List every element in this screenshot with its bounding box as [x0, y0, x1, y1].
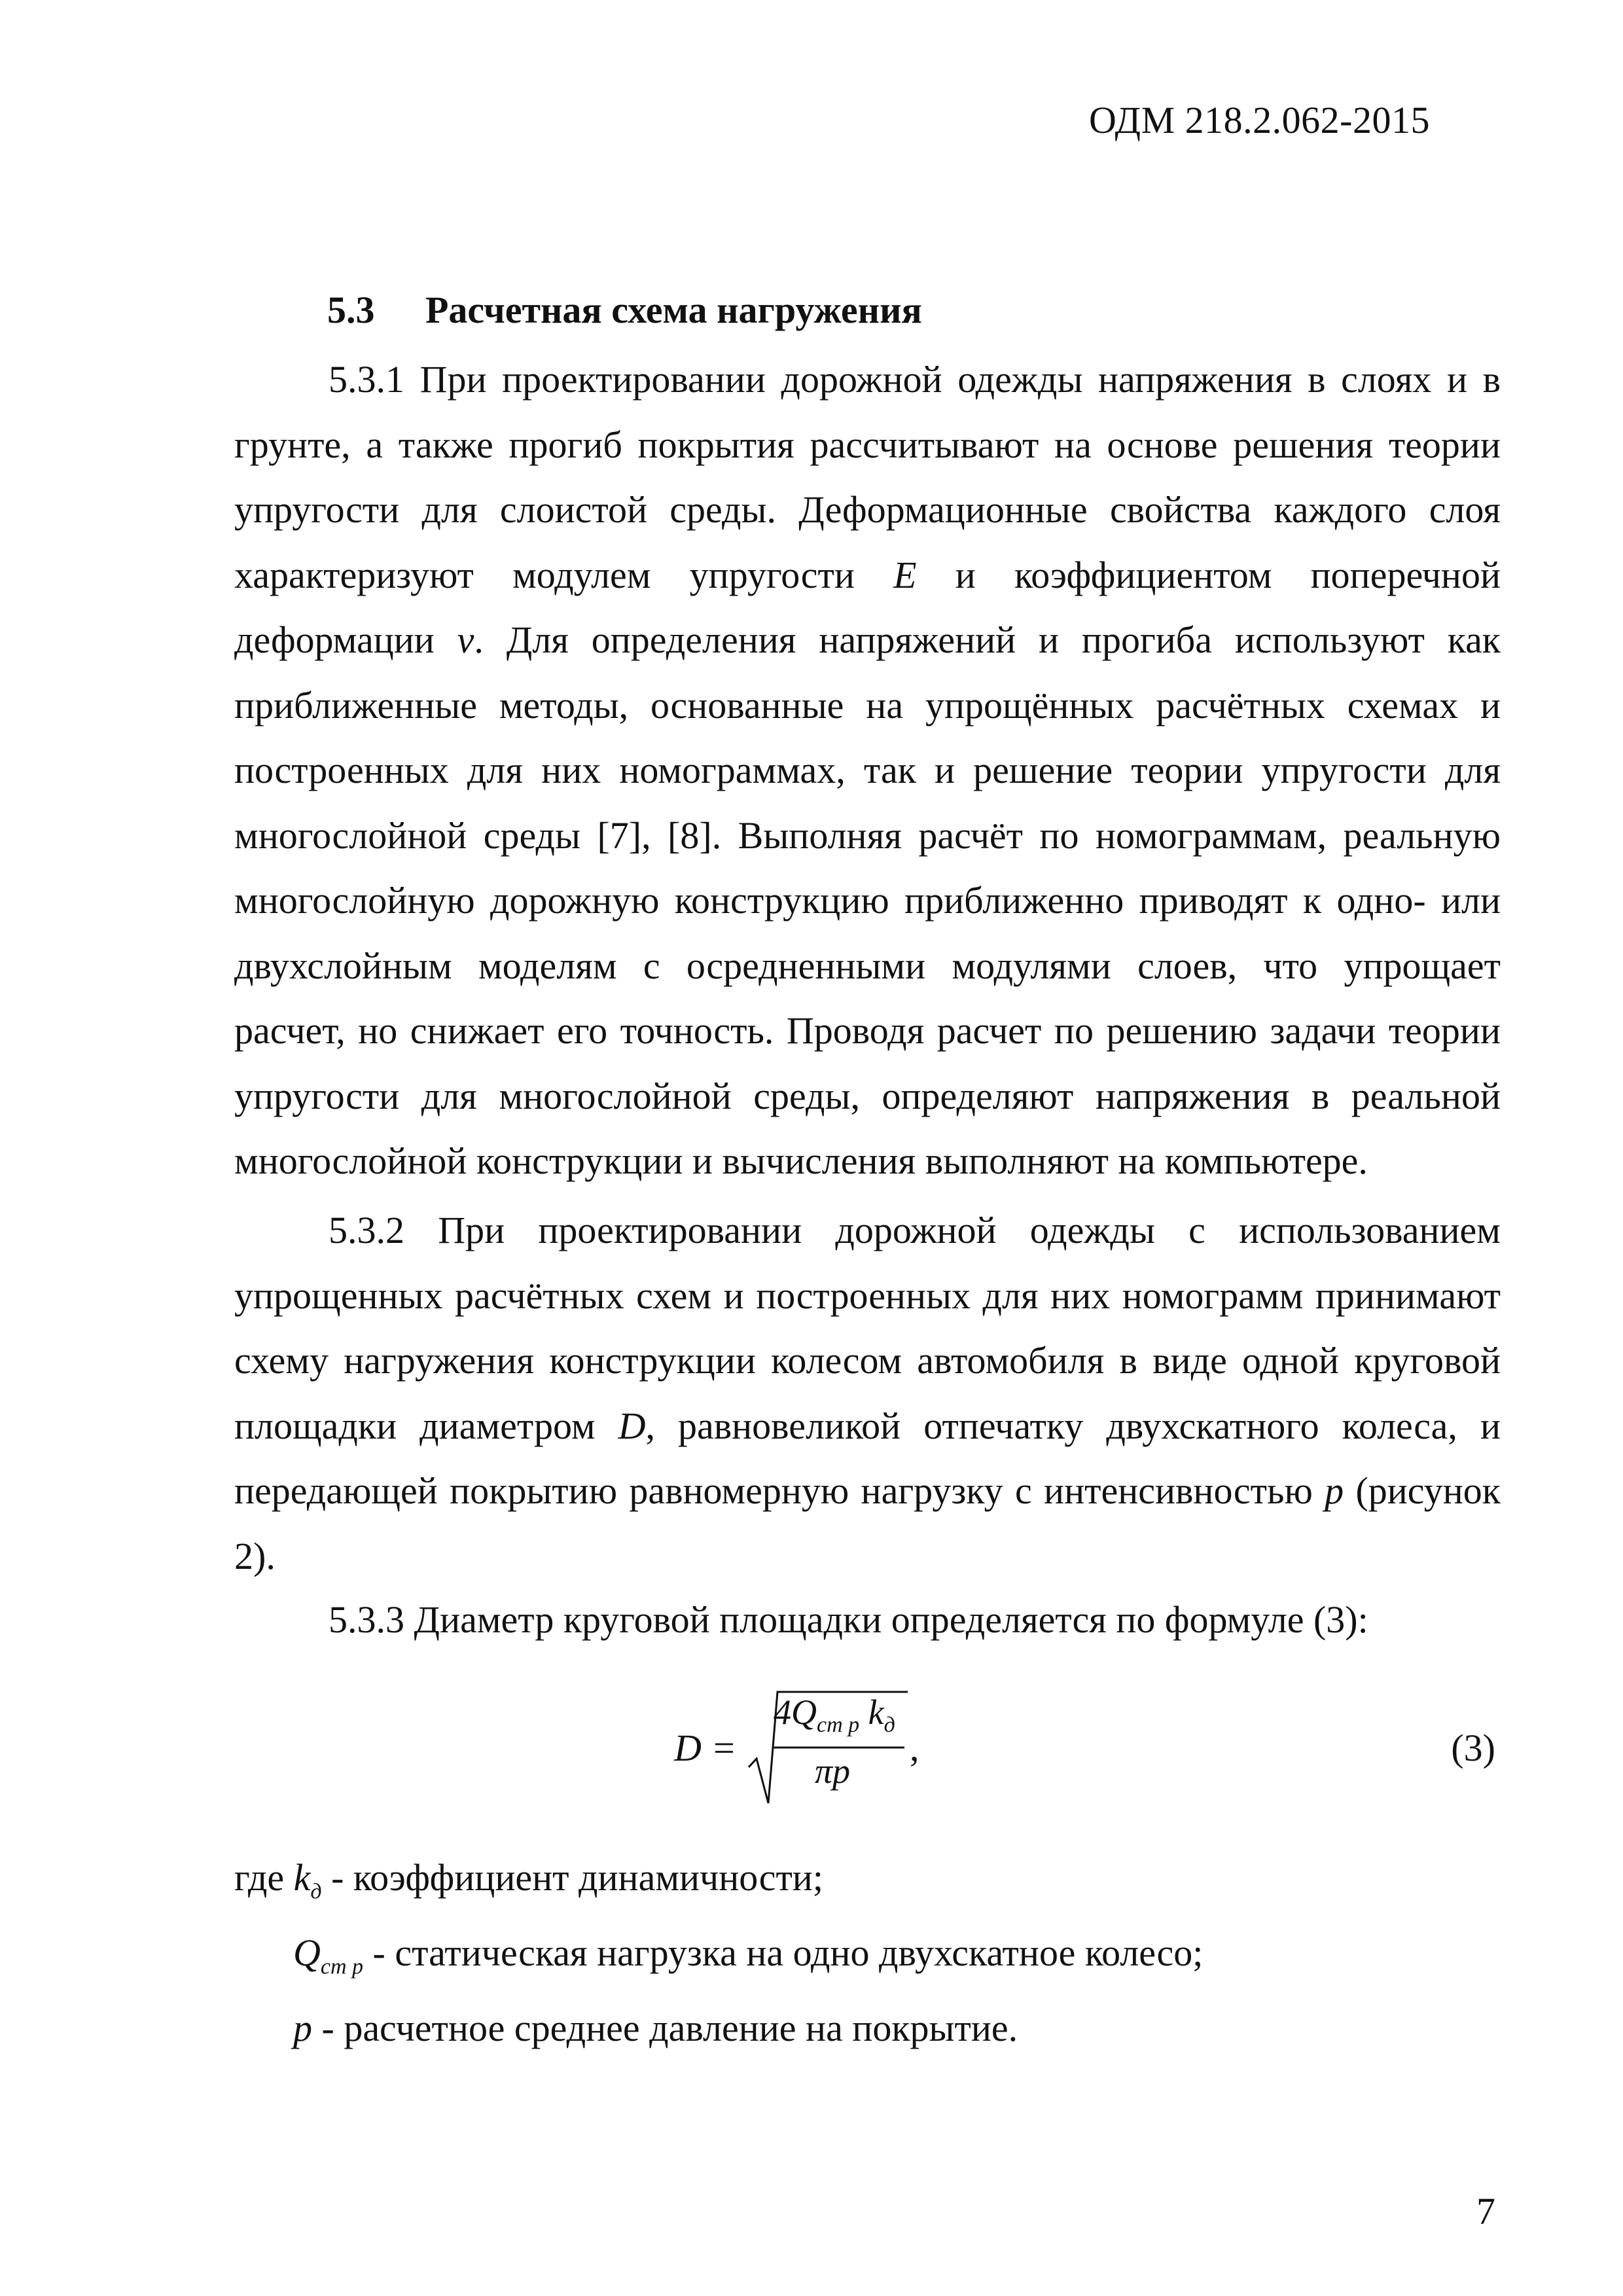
- paragraph-text: , равновеликой отпечатку двухскатного колеса, и передающей покрытию равномерную нагрузку с интенсивностью: [234, 1404, 1501, 1512]
- numerator-sub: cm p: [817, 1712, 860, 1737]
- section-title: Расчетная схема нагружения: [425, 289, 922, 331]
- variable-p: p: [1325, 1469, 1344, 1512]
- symbol-k-sub: д: [310, 1879, 322, 1904]
- where-intro: где: [234, 1856, 294, 1899]
- where-k: [234, 1856, 823, 1905]
- paragraph-text: 5.3.1 При проектировании дорожной одежды напряжения в слоях и в грунте, а также прогиб покрытия рассчитывают на основе решения теории упругости для слоистой среды. Деформационные свойства каждого слоя характеризуют модулем упругости: [234, 358, 1501, 596]
- symbol-p: p: [293, 2007, 312, 2049]
- formula-lhs: D =: [674, 1727, 737, 1769]
- symbol-q-sub: cm p: [320, 1954, 364, 1979]
- formula-comma: ,: [910, 1727, 919, 1769]
- paragraph-5-3-1: [234, 347, 1501, 1194]
- k-description: - коэффициент динамичности;: [321, 1856, 823, 1899]
- paragraph-text: (рисунок 2).: [234, 1469, 1501, 1577]
- paragraph-text: и коэффициентом поперечной деформации: [234, 553, 1501, 661]
- symbol-q: Q: [293, 1931, 321, 1974]
- formula-numerator: [774, 1692, 895, 1738]
- formula-number: (3): [1451, 1727, 1495, 1769]
- q-description: - статическая нагрузка на одно двухскатное колесо;: [363, 1931, 1204, 1974]
- p-description: - расчетное среднее давление на покрытие.: [312, 2007, 1018, 2049]
- numerator-coef: 4Q: [774, 1693, 817, 1732]
- paragraph-5-3-3: [234, 1587, 1501, 1653]
- variable-d: D: [618, 1404, 646, 1447]
- numerator-k: k: [868, 1693, 884, 1732]
- section-number: 5.3: [327, 289, 375, 331]
- formula-3: [674, 1685, 936, 1810]
- formula-denominator: πp: [815, 1751, 851, 1791]
- section-heading: [327, 288, 922, 332]
- where-p: [293, 2006, 1018, 2050]
- variable-nu: ν: [457, 619, 474, 661]
- where-q: [293, 1931, 1203, 1980]
- paragraph-text: 5.3.2 При проектировании дорожной одежды с использованием упрощенных расчётных схем и построенных для них номограмм принимают схему нагружения конструкции колесом автомобиля в виде одной круговой площадки диаметром: [234, 1209, 1501, 1447]
- numerator-k-sub: д: [883, 1712, 895, 1737]
- document-code: ОДМ 218.2.062-2015: [1089, 99, 1430, 141]
- paragraph-text: . Для определения напряжений и прогиба используют как приближенные методы, основанные на упрощённых расчётных схемах и построенных для них номограммах, так и решение теории упругости для многослойной среды [7], [8]. Выполняя расчёт по номограммам, реальную многослойную дорожную конструкцию приближенно приводят к одно- или двухслойным моделям с осредненными модулями слоев, что упрощает расчет, но снижает его точность. Проводя расчет по решению задачи теории упругости для многослойной среды, определяют напряжения в реальной многослойной конструкции и вычисления выполняют на компьютере.: [234, 619, 1501, 1182]
- paragraph-text: 5.3.3 Диаметр круговой площадки определяется по формуле (3):: [329, 1598, 1368, 1641]
- symbol-k: k: [293, 1856, 311, 1899]
- paragraph-5-3-2: [234, 1198, 1501, 1588]
- page-number: 7: [1476, 2190, 1495, 2233]
- variable-e: E: [893, 553, 917, 596]
